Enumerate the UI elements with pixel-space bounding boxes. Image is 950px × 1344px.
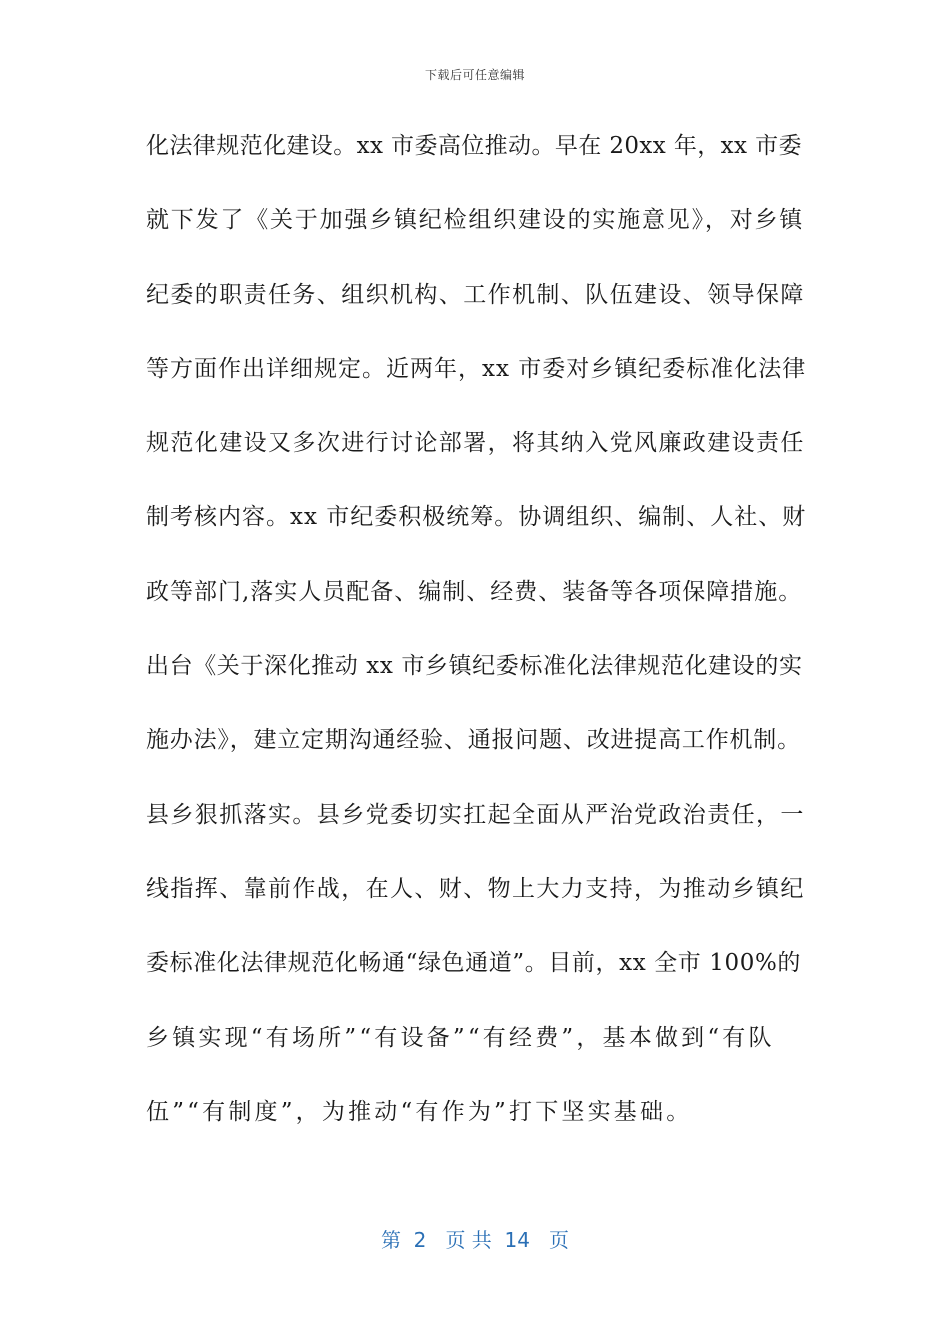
text-line: 制考核内容。xx 市纪委积极统筹。协调组织、编制、人社、财	[146, 504, 807, 531]
text-line: 就下发了《关于加强乡镇纪检组织建设的实施意见》，对乡镇	[146, 207, 805, 234]
text-line: 政等部门,落实人员配备、编制、经费、装备等各项保障措施。	[146, 578, 803, 605]
document-body	[146, 126, 806, 1166]
text-line: 委标准化法律规范化畅通“绿色通道”。目前，xx 全市 100%的	[146, 950, 802, 977]
text-line: 县乡狠抓落实。县乡党委切实扛起全面从严治党政治责任，一	[146, 801, 805, 828]
page-number-footer: 第 2 页 共 14 页	[380, 1228, 570, 1252]
text-line: 线指挥、靠前作战，在人、财、物上大力支持，为推动乡镇纪	[146, 875, 805, 902]
text-line: 化法律规范化建设。xx 市委高位推动。早在 20xx 年，xx 市委	[146, 133, 802, 159]
text-line: 乡镇实现“有场所”“有设备”“有经费”，基本做到“有队	[146, 1024, 775, 1051]
text-line: 出台《关于深化推动 xx 市乡镇纪委标准化法律规范化建设的实	[146, 653, 803, 680]
text-line: 施办法》，建立定期沟通经验、通报问题、改进提高工作机制。	[146, 727, 801, 754]
page-header: 下载后可任意编辑	[424, 68, 525, 82]
text-line: 纪委的职责任务、组织机构、工作机制、队伍建设、领导保障	[146, 281, 805, 308]
text-line: 等方面作出详细规定。近两年，xx 市委对乡镇纪委标准化法律	[146, 355, 807, 382]
text-line: 规范化建设又多次进行讨论部署，将其纳入党风廉政建设责任	[146, 430, 805, 457]
text-line: 伍”“有制度”，为推动“有作为”打下坚实基础。	[146, 1098, 693, 1125]
